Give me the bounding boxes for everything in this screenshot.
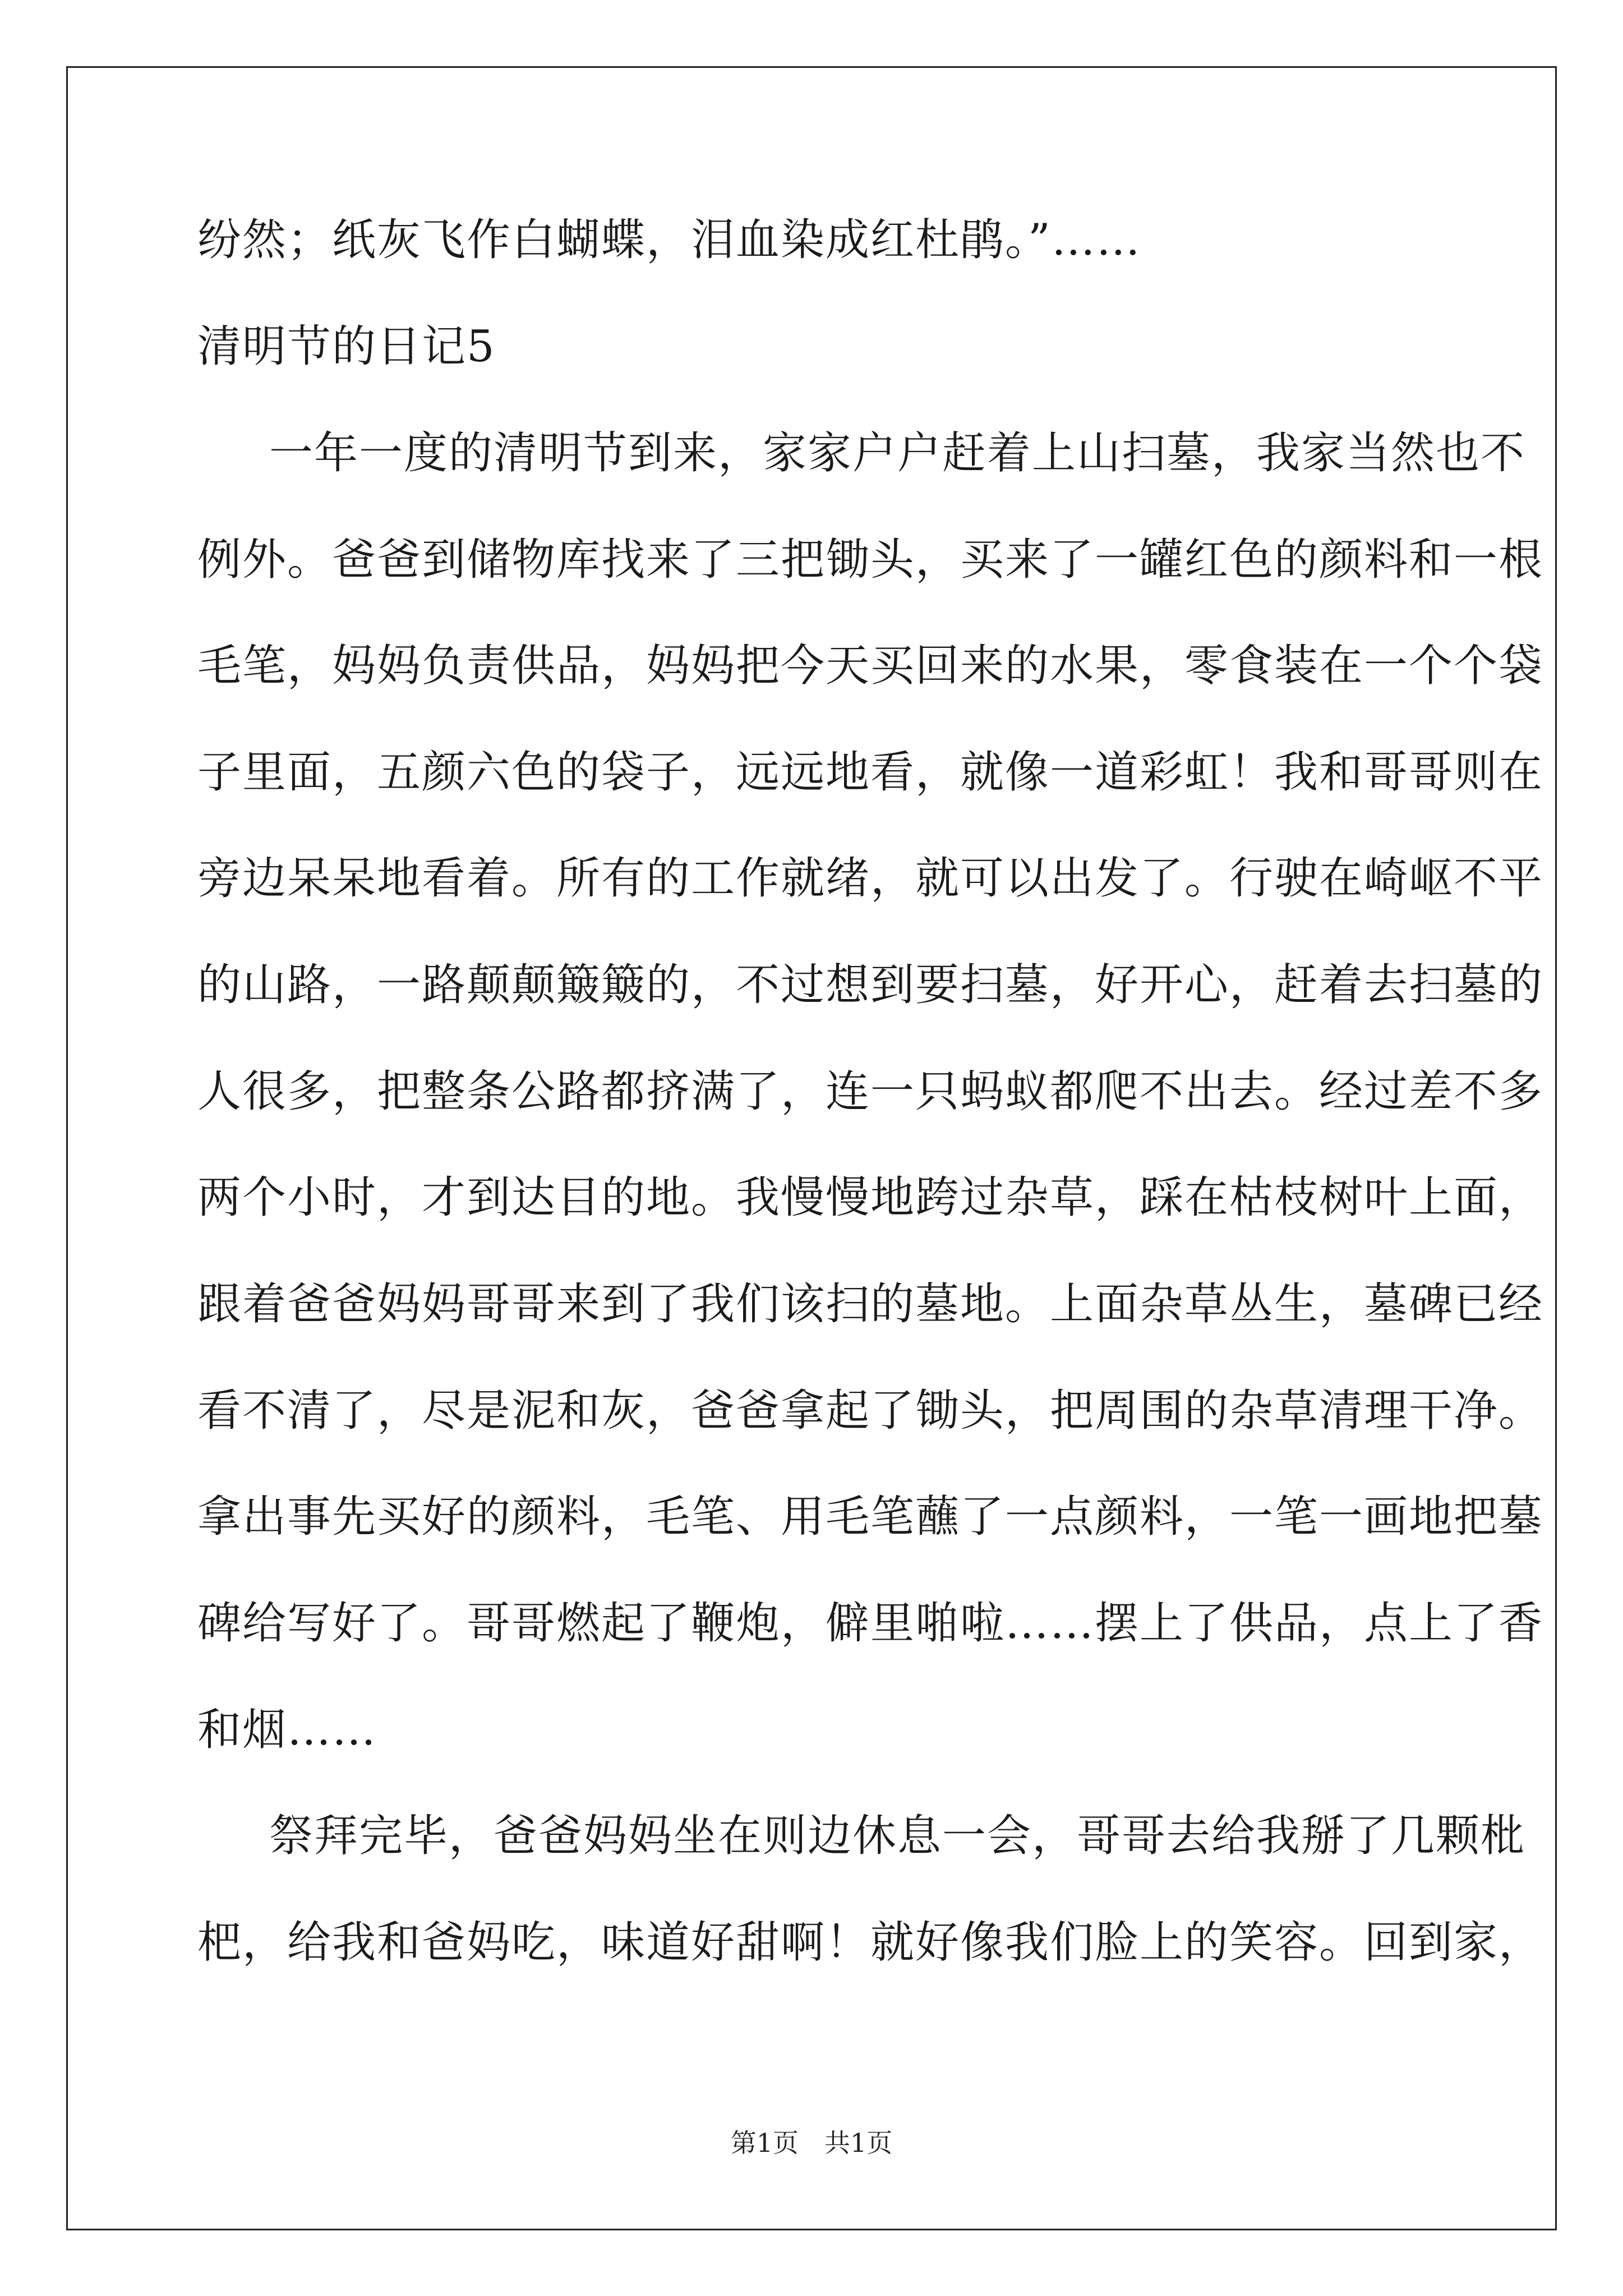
paragraph-1-line-1: 一年一度的清明节到来，家家户户赶着上山扫墓，我家当然也不: [269, 428, 1526, 478]
paragraph-1-line-8: 两个小时，才到达目的地。我慢慢地跨过杂草，踩在枯枝树叶上面，: [197, 1172, 1544, 1223]
paragraph-1-line-4: 子里面，五颜六色的袋子，远远地看，就像一道彩虹！我和哥哥则在: [197, 747, 1544, 798]
paragraph-1-line-5: 旁边呆呆地看着。所有的工作就绪，就可以出发了。行驶在崎岖不平: [197, 853, 1544, 904]
paragraph-1-line-6: 的山路，一路颠颠簸簸的，不过想到要扫墓，好开心，赶着去扫墓的: [197, 960, 1544, 1010]
paragraph-1-line-3: 毛笔，妈妈负责供品，妈妈把今天买回来的水果，零食装在一个个袋: [197, 641, 1544, 691]
paragraph-2-line-1: 祭拜完毕，爸爸妈妈坐在则边休息一会，哥哥去给我掰了几颗枇: [269, 1811, 1526, 1861]
paragraph-1-line-2: 例外。爸爸到储物库找来了三把锄头，买来了一罐红色的颜料和一根: [197, 535, 1544, 585]
text-line-1: 纷然；纸灰飞作白蝴蝶，泪血染成红杜鹃。”……: [197, 215, 1141, 265]
page-border: [66, 66, 1557, 2230]
paragraph-1-line-13: 和烟……: [197, 1705, 377, 1755]
page-number-footer: 第1页 共1页: [730, 2128, 893, 2158]
paragraph-1-line-10: 看不清了，尽是泥和灰，爸爸拿起了锄头，把周围的杂草清理干净。: [197, 1386, 1544, 1436]
paragraph-1-line-9: 跟着爸爸妈妈哥哥来到了我们该扫的墓地。上面杂草丛生，墓碑已经: [197, 1279, 1544, 1329]
paragraph-1-line-12: 碑给写好了。哥哥燃起了鞭炮，僻里啪啦……摆上了供品，点上了香: [197, 1598, 1544, 1649]
section-heading: 清明节的日记5: [197, 321, 496, 372]
paragraph-2-line-2: 杷，给我和爸妈吃，味道好甜啊！就好像我们脸上的笑容。回到家，: [197, 1917, 1544, 1968]
paragraph-1-line-7: 人很多，把整条公路都挤满了，连一只蚂蚁都爬不出去。经过差不多: [197, 1066, 1544, 1117]
paragraph-1-line-11: 拿出事先买好的颜料，毛笔、用毛笔蘸了一点颜料，一笔一画地把墓: [197, 1492, 1544, 1542]
